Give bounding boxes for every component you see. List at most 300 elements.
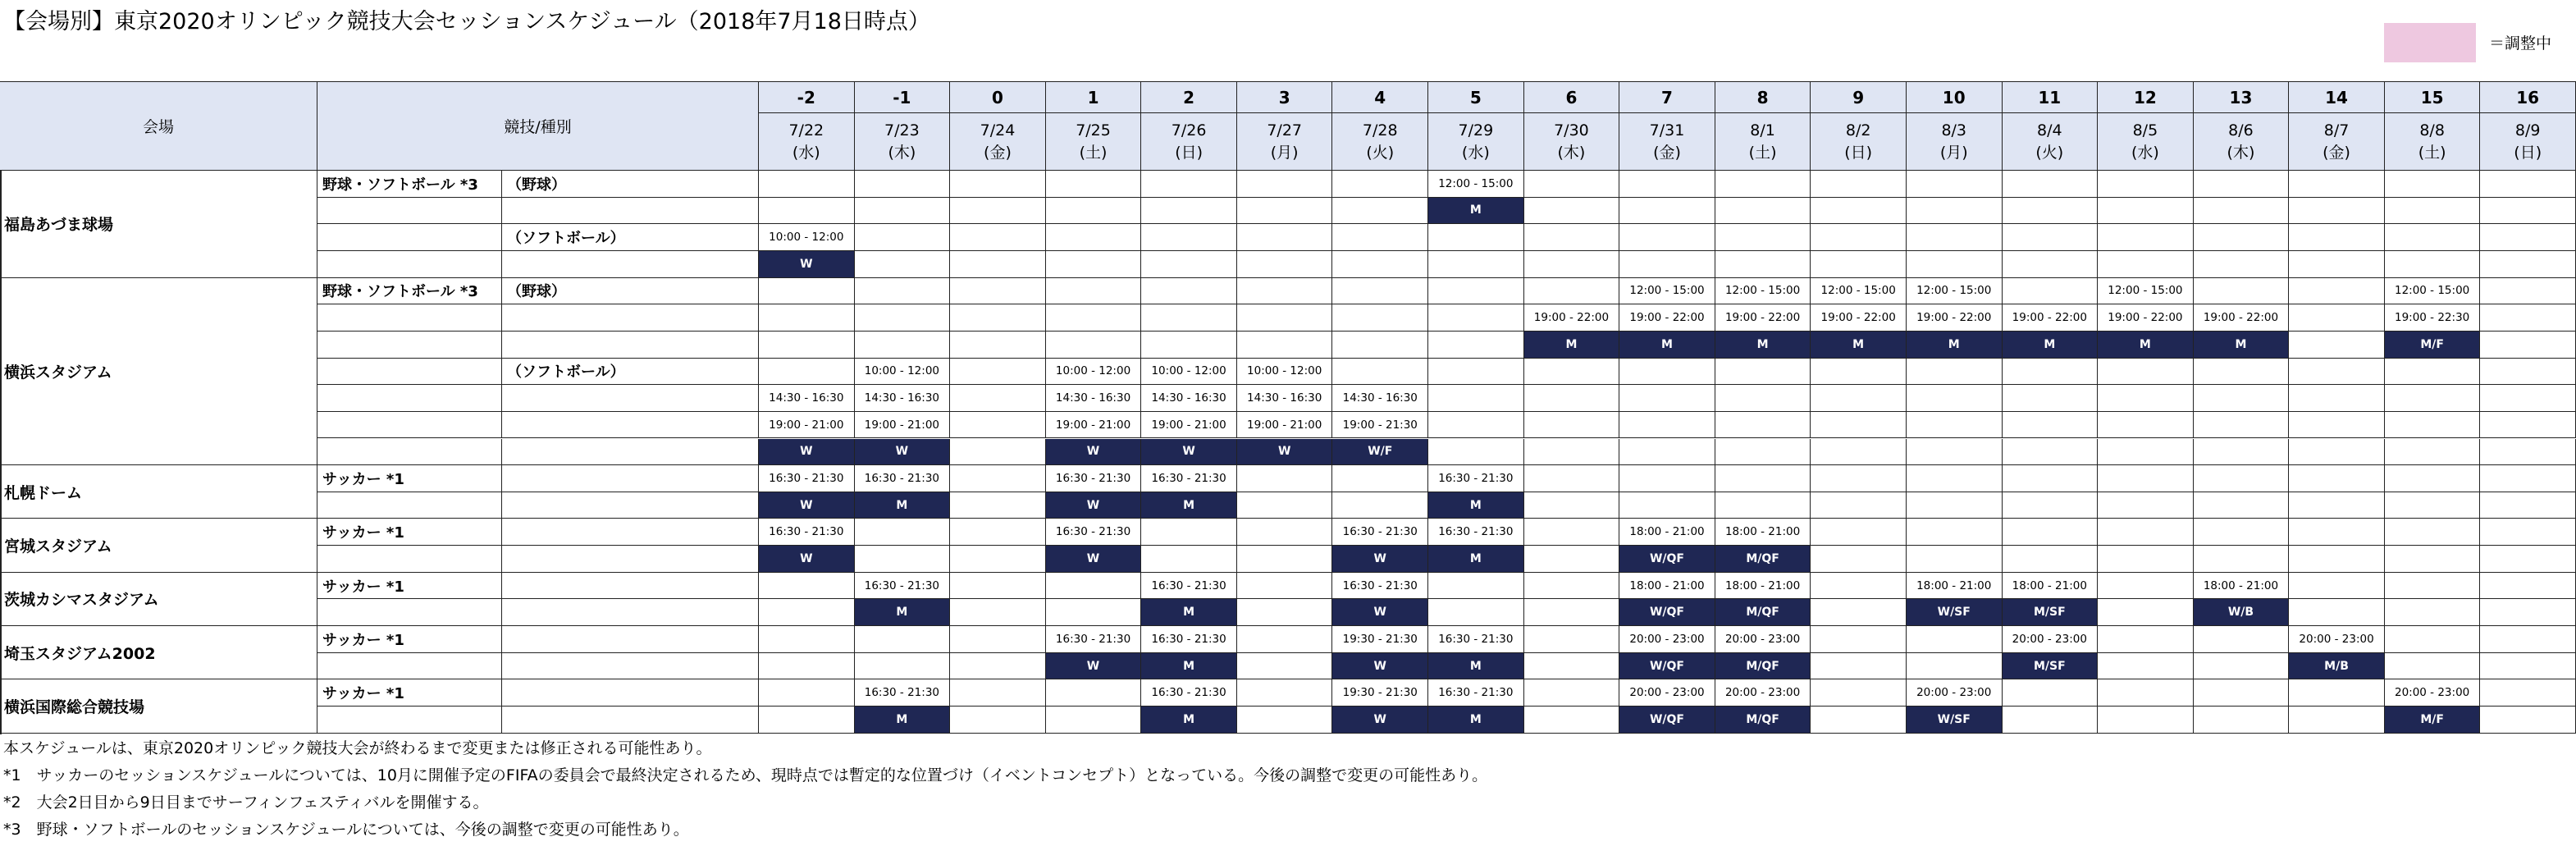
session-time: 19:00 - 21:30	[1332, 412, 1428, 439]
day-date-header	[2289, 113, 2385, 171]
day-number-header: 3	[1237, 82, 1333, 113]
empty-cell	[2289, 492, 2385, 519]
empty-cell	[950, 198, 1046, 225]
empty-cell	[1141, 224, 1237, 251]
empty-cell	[2480, 653, 2576, 680]
empty-cell	[2194, 412, 2290, 439]
empty-cell	[2098, 492, 2194, 519]
discipline-cell	[502, 198, 759, 225]
session-time: 19:00 - 21:00	[1046, 412, 1142, 439]
empty-cell	[1524, 465, 1620, 492]
empty-cell	[2098, 465, 2194, 492]
empty-cell	[855, 198, 951, 225]
empty-cell	[2480, 224, 2576, 251]
session-time: 10:00 - 12:00	[1046, 359, 1142, 386]
empty-cell	[1524, 492, 1620, 519]
empty-cell	[2289, 278, 2385, 305]
empty-cell	[1715, 492, 1811, 519]
discipline-cell	[502, 492, 759, 519]
empty-cell	[1332, 304, 1428, 332]
session-time: 16:30 - 21:30	[759, 465, 855, 492]
empty-cell	[1524, 546, 1620, 573]
session-time: 16:30 - 21:30	[1141, 465, 1237, 492]
empty-cell	[1237, 251, 1333, 278]
day-date: 8/9	[2514, 121, 2541, 139]
empty-cell	[950, 224, 1046, 251]
session-time: 18:00 - 21:00	[1715, 519, 1811, 546]
session-time: 20:00 - 23:00	[1619, 626, 1715, 653]
empty-cell	[2385, 492, 2481, 519]
note-3: *3 野球・ソフトボールのセッションスケジュールについては、今後の調整で変更の可能性あり。	[3, 821, 689, 839]
empty-cell	[950, 251, 1046, 278]
session-time: 12:00 - 15:00	[1811, 278, 1907, 305]
venue-name: 茨城カシマスタジアム	[0, 573, 317, 626]
empty-cell	[2480, 171, 2576, 198]
empty-cell	[2385, 653, 2481, 680]
session-time: 16:30 - 21:30	[855, 679, 951, 707]
discipline-cell	[502, 385, 759, 412]
venue-name: 宮城スタジアム	[0, 519, 317, 572]
empty-cell	[1907, 465, 2003, 492]
empty-cell	[1619, 439, 1715, 466]
empty-cell	[1428, 304, 1524, 332]
day-of-week: (水)	[2131, 143, 2159, 162]
session-time: 19:00 - 21:00	[855, 412, 951, 439]
session-time: 20:00 - 23:00	[2003, 626, 2099, 653]
empty-cell	[2480, 573, 2576, 600]
empty-cell	[1811, 224, 1907, 251]
day-number-header: 16	[2480, 82, 2576, 113]
session-block: M	[855, 707, 951, 734]
day-number-header: 12	[2098, 82, 2194, 113]
empty-cell	[1715, 224, 1811, 251]
session-block: M	[1141, 492, 1237, 519]
session-time: 19:00 - 22:00	[1811, 304, 1907, 332]
session-time: 19:00 - 22:30	[2385, 304, 2481, 332]
session-block: W	[1046, 492, 1142, 519]
empty-cell	[1715, 359, 1811, 386]
empty-cell	[1619, 251, 1715, 278]
empty-cell	[2098, 198, 2194, 225]
day-of-week: (火)	[1366, 143, 1395, 162]
session-time: 19:00 - 21:00	[759, 412, 855, 439]
session-block: M/QF	[1715, 546, 1811, 573]
empty-cell	[1237, 519, 1333, 546]
session-block: W/SF	[1907, 707, 2003, 734]
day-date-header	[1237, 113, 1333, 171]
session-block: M	[1811, 332, 1907, 359]
empty-cell	[1237, 224, 1333, 251]
empty-cell	[2480, 385, 2576, 412]
session-time: 19:00 - 22:00	[1619, 304, 1715, 332]
session-block: W	[1237, 439, 1333, 466]
empty-cell	[1141, 332, 1237, 359]
empty-cell	[1332, 198, 1428, 225]
sport-cell	[317, 304, 502, 332]
session-block: M	[1428, 707, 1524, 734]
empty-cell	[2385, 573, 2481, 600]
empty-cell	[2003, 224, 2099, 251]
session-time: 10:00 - 12:00	[759, 224, 855, 251]
empty-cell	[2480, 198, 2576, 225]
empty-cell	[759, 626, 855, 653]
empty-cell	[2098, 171, 2194, 198]
empty-cell	[1907, 198, 2003, 225]
session-block: M	[2194, 332, 2290, 359]
empty-cell	[1907, 359, 2003, 386]
session-block: M	[1907, 332, 2003, 359]
day-date: 7/25	[1076, 121, 1111, 139]
empty-cell	[1907, 385, 2003, 412]
empty-cell	[2098, 385, 2194, 412]
empty-cell	[2385, 171, 2481, 198]
sport-cell: サッカー *1	[317, 465, 502, 492]
session-time: 16:30 - 21:30	[1428, 465, 1524, 492]
day-number-header: 8	[1715, 82, 1811, 113]
empty-cell	[2289, 465, 2385, 492]
empty-cell	[759, 198, 855, 225]
day-of-week: (土)	[2418, 143, 2446, 162]
session-time: 14:30 - 16:30	[1046, 385, 1142, 412]
empty-cell	[1237, 278, 1333, 305]
empty-cell	[950, 599, 1046, 626]
session-block: W/QF	[1619, 599, 1715, 626]
session-time: 20:00 - 23:00	[2289, 626, 2385, 653]
empty-cell	[2385, 465, 2481, 492]
venue-column-header: 会場	[0, 82, 317, 171]
session-time: 18:00 - 21:00	[1619, 573, 1715, 600]
session-block: W/F	[1332, 439, 1428, 466]
empty-cell	[1046, 198, 1142, 225]
day-date-header	[855, 113, 951, 171]
empty-cell	[1237, 653, 1333, 680]
empty-cell	[1811, 519, 1907, 546]
empty-cell	[1811, 385, 1907, 412]
empty-cell	[2098, 439, 2194, 466]
session-time: 20:00 - 23:00	[1907, 679, 2003, 707]
empty-cell	[1332, 224, 1428, 251]
discipline-cell	[502, 679, 759, 707]
empty-cell	[1715, 439, 1811, 466]
empty-cell	[1428, 224, 1524, 251]
day-date-header	[759, 113, 855, 171]
sport-cell	[317, 439, 502, 466]
empty-cell	[1237, 198, 1333, 225]
empty-cell	[2385, 359, 2481, 386]
session-block: W/SF	[1907, 599, 2003, 626]
session-time: 12:00 - 15:00	[2385, 278, 2481, 305]
empty-cell	[1237, 707, 1333, 734]
empty-cell	[1237, 492, 1333, 519]
empty-cell	[1524, 599, 1620, 626]
empty-cell	[1907, 519, 2003, 546]
empty-cell	[855, 251, 951, 278]
session-time: 14:30 - 16:30	[1141, 385, 1237, 412]
empty-cell	[1046, 278, 1142, 305]
session-block: M	[1428, 492, 1524, 519]
session-time: 16:30 - 21:30	[855, 573, 951, 600]
note-1: *1 サッカーのセッションスケジュールについては、10月に開催予定のFIFAの委員会で最終決定されるため、現時点では暫定的な位置づけ（イベントコンセプト）となっている。今後の調整で変更の可能性あり。	[3, 766, 1488, 784]
empty-cell	[2289, 439, 2385, 466]
empty-cell	[1811, 679, 1907, 707]
empty-cell	[1907, 412, 2003, 439]
session-block: M	[2003, 332, 2099, 359]
day-number-header: 4	[1332, 82, 1428, 113]
empty-cell	[2003, 679, 2099, 707]
empty-cell	[1237, 626, 1333, 653]
day-number-header: -2	[759, 82, 855, 113]
empty-cell	[1619, 385, 1715, 412]
empty-cell	[950, 679, 1046, 707]
empty-cell	[1428, 251, 1524, 278]
day-of-week: (金)	[1653, 143, 1681, 162]
empty-cell	[950, 304, 1046, 332]
empty-cell	[2385, 198, 2481, 225]
empty-cell	[2289, 546, 2385, 573]
empty-cell	[2003, 278, 2099, 305]
empty-cell	[2289, 198, 2385, 225]
empty-cell	[1237, 679, 1333, 707]
session-block: W	[1046, 546, 1142, 573]
day-date: 7/31	[1649, 121, 1685, 139]
footnotes	[3, 735, 1487, 844]
empty-cell	[1811, 198, 1907, 225]
session-block: M	[1524, 332, 1620, 359]
session-time: 16:30 - 21:30	[1428, 679, 1524, 707]
empty-cell	[1046, 304, 1142, 332]
empty-cell	[2194, 251, 2290, 278]
empty-cell	[2385, 224, 2481, 251]
day-number-header: 9	[1811, 82, 1907, 113]
session-block: M	[1428, 198, 1524, 225]
sport-cell	[317, 492, 502, 519]
empty-cell	[2003, 171, 2099, 198]
session-time: 20:00 - 23:00	[2385, 679, 2481, 707]
venue-name: 埼玉スタジアム2002	[0, 626, 317, 679]
discipline-cell	[502, 707, 759, 734]
session-block: W	[1141, 439, 1237, 466]
empty-cell	[1237, 573, 1333, 600]
empty-cell	[1046, 599, 1142, 626]
session-time: 16:30 - 21:30	[1428, 626, 1524, 653]
session-block: M	[855, 492, 951, 519]
day-date-header	[1141, 113, 1237, 171]
session-time: 19:00 - 22:00	[1715, 304, 1811, 332]
day-number-header: 2	[1141, 82, 1237, 113]
empty-cell	[855, 519, 951, 546]
empty-cell	[2289, 332, 2385, 359]
empty-cell	[1524, 439, 1620, 466]
day-date: 8/1	[1750, 121, 1775, 139]
discipline-cell	[502, 546, 759, 573]
day-date-header	[2098, 113, 2194, 171]
day-of-week: (木)	[1557, 143, 1586, 162]
discipline-cell: （ソフトボール）	[502, 359, 759, 386]
session-time: 16:30 - 21:30	[759, 519, 855, 546]
empty-cell	[2194, 546, 2290, 573]
day-date-header	[1332, 113, 1428, 171]
session-block: W	[759, 492, 855, 519]
empty-cell	[1046, 332, 1142, 359]
empty-cell	[759, 599, 855, 626]
empty-cell	[950, 707, 1046, 734]
empty-cell	[1428, 385, 1524, 412]
sport-cell: 野球・ソフトボール *3	[317, 278, 502, 305]
empty-cell	[1524, 359, 1620, 386]
empty-cell	[2289, 385, 2385, 412]
note-general: 本スケジュールは、東京2020オリンピック競技大会が終わるまで変更または修正される可能性あり。	[3, 739, 712, 757]
session-block: M	[1715, 332, 1811, 359]
empty-cell	[2385, 626, 2481, 653]
empty-cell	[1524, 626, 1620, 653]
venue-name: 横浜スタジアム	[0, 278, 317, 466]
empty-cell	[1811, 359, 1907, 386]
empty-cell	[2480, 707, 2576, 734]
empty-cell	[2003, 385, 2099, 412]
empty-cell	[2289, 359, 2385, 386]
session-time: 12:00 - 15:00	[1907, 278, 2003, 305]
day-date-header	[1046, 113, 1142, 171]
sport-cell: サッカー *1	[317, 573, 502, 600]
session-block: W	[1332, 599, 1428, 626]
session-block: W	[1332, 653, 1428, 680]
empty-cell	[2194, 198, 2290, 225]
day-number-header: 10	[1907, 82, 2003, 113]
empty-cell	[2194, 465, 2290, 492]
session-time: 12:00 - 15:00	[1715, 278, 1811, 305]
day-date: 8/4	[2037, 121, 2062, 139]
empty-cell	[1141, 198, 1237, 225]
day-of-week: (日)	[1844, 143, 1873, 162]
empty-cell	[2289, 251, 2385, 278]
empty-cell	[1524, 198, 1620, 225]
empty-cell	[1811, 546, 1907, 573]
empty-cell	[759, 171, 855, 198]
empty-cell	[2194, 171, 2290, 198]
empty-cell	[2289, 679, 2385, 707]
session-block: M/QF	[1715, 707, 1811, 734]
empty-cell	[2289, 224, 2385, 251]
day-date: 8/8	[2419, 121, 2445, 139]
empty-cell	[1907, 653, 2003, 680]
empty-cell	[1332, 278, 1428, 305]
empty-cell	[2480, 332, 2576, 359]
session-time: 19:00 - 21:00	[1141, 412, 1237, 439]
day-of-week: (月)	[1939, 143, 1968, 162]
discipline-cell	[502, 412, 759, 439]
discipline-cell	[502, 439, 759, 466]
empty-cell	[2098, 519, 2194, 546]
empty-cell	[1237, 332, 1333, 359]
session-block: M/F	[2385, 707, 2481, 734]
empty-cell	[2385, 546, 2481, 573]
empty-cell	[950, 546, 1046, 573]
discipline-cell	[502, 465, 759, 492]
empty-cell	[1619, 198, 1715, 225]
day-date-header	[1907, 113, 2003, 171]
day-number-header: 1	[1046, 82, 1142, 113]
empty-cell	[2289, 304, 2385, 332]
session-time: 12:00 - 15:00	[2098, 278, 2194, 305]
empty-cell	[759, 304, 855, 332]
session-time: 14:30 - 16:30	[1237, 385, 1333, 412]
empty-cell	[1811, 492, 1907, 519]
day-number-header: 13	[2194, 82, 2290, 113]
sport-cell: サッカー *1	[317, 626, 502, 653]
page-title: 【会場別】東京2020オリンピック競技大会セッションスケジュール（2018年7月18日時点）	[3, 9, 930, 34]
empty-cell	[950, 412, 1046, 439]
empty-cell	[2098, 224, 2194, 251]
day-of-week: (金)	[984, 143, 1012, 162]
day-of-week: (水)	[792, 143, 820, 162]
empty-cell	[2194, 626, 2290, 653]
empty-cell	[1237, 304, 1333, 332]
empty-cell	[1907, 224, 2003, 251]
empty-cell	[2003, 359, 2099, 386]
empty-cell	[1715, 412, 1811, 439]
sport-cell	[317, 385, 502, 412]
sport-cell: サッカー *1	[317, 519, 502, 546]
day-number-header: 7	[1619, 82, 1715, 113]
session-time: 16:30 - 21:30	[1141, 573, 1237, 600]
sport-cell	[317, 224, 502, 251]
empty-cell	[2194, 224, 2290, 251]
session-time: 19:00 - 21:00	[1237, 412, 1333, 439]
empty-cell	[1524, 171, 1620, 198]
empty-cell	[1811, 626, 1907, 653]
session-time: 20:00 - 23:00	[1715, 679, 1811, 707]
day-of-week: (土)	[1748, 143, 1777, 162]
session-time: 18:00 - 21:00	[2003, 573, 2099, 600]
session-time: 19:00 - 22:00	[1524, 304, 1620, 332]
empty-cell	[1428, 599, 1524, 626]
session-time: 18:00 - 21:00	[1715, 573, 1811, 600]
empty-cell	[759, 653, 855, 680]
empty-cell	[855, 332, 951, 359]
session-time: 12:00 - 15:00	[1619, 278, 1715, 305]
empty-cell	[1332, 251, 1428, 278]
session-time: 18:00 - 21:00	[1907, 573, 2003, 600]
session-time: 14:30 - 16:30	[759, 385, 855, 412]
session-time: 16:30 - 21:30	[1046, 465, 1142, 492]
empty-cell	[1715, 385, 1811, 412]
session-block: W	[759, 439, 855, 466]
empty-cell	[1524, 679, 1620, 707]
empty-cell	[1907, 626, 2003, 653]
empty-cell	[1237, 465, 1333, 492]
sport-cell	[317, 359, 502, 386]
sport-cell: 野球・ソフトボール *3	[317, 171, 502, 198]
session-block: W/QF	[1619, 707, 1715, 734]
empty-cell	[2194, 278, 2290, 305]
empty-cell	[2194, 492, 2290, 519]
empty-cell	[1524, 573, 1620, 600]
empty-cell	[855, 626, 951, 653]
empty-cell	[2098, 412, 2194, 439]
empty-cell	[2385, 519, 2481, 546]
empty-cell	[950, 171, 1046, 198]
venue-name: 福島あづま球場	[0, 171, 317, 278]
sport-cell	[317, 251, 502, 278]
empty-cell	[2194, 439, 2290, 466]
day-of-week: (金)	[2323, 143, 2350, 162]
empty-cell	[950, 278, 1046, 305]
empty-cell	[1237, 171, 1333, 198]
empty-cell	[2098, 626, 2194, 653]
session-block: W	[1046, 653, 1142, 680]
legend-label: ＝調整中	[2489, 34, 2552, 53]
empty-cell	[1715, 465, 1811, 492]
